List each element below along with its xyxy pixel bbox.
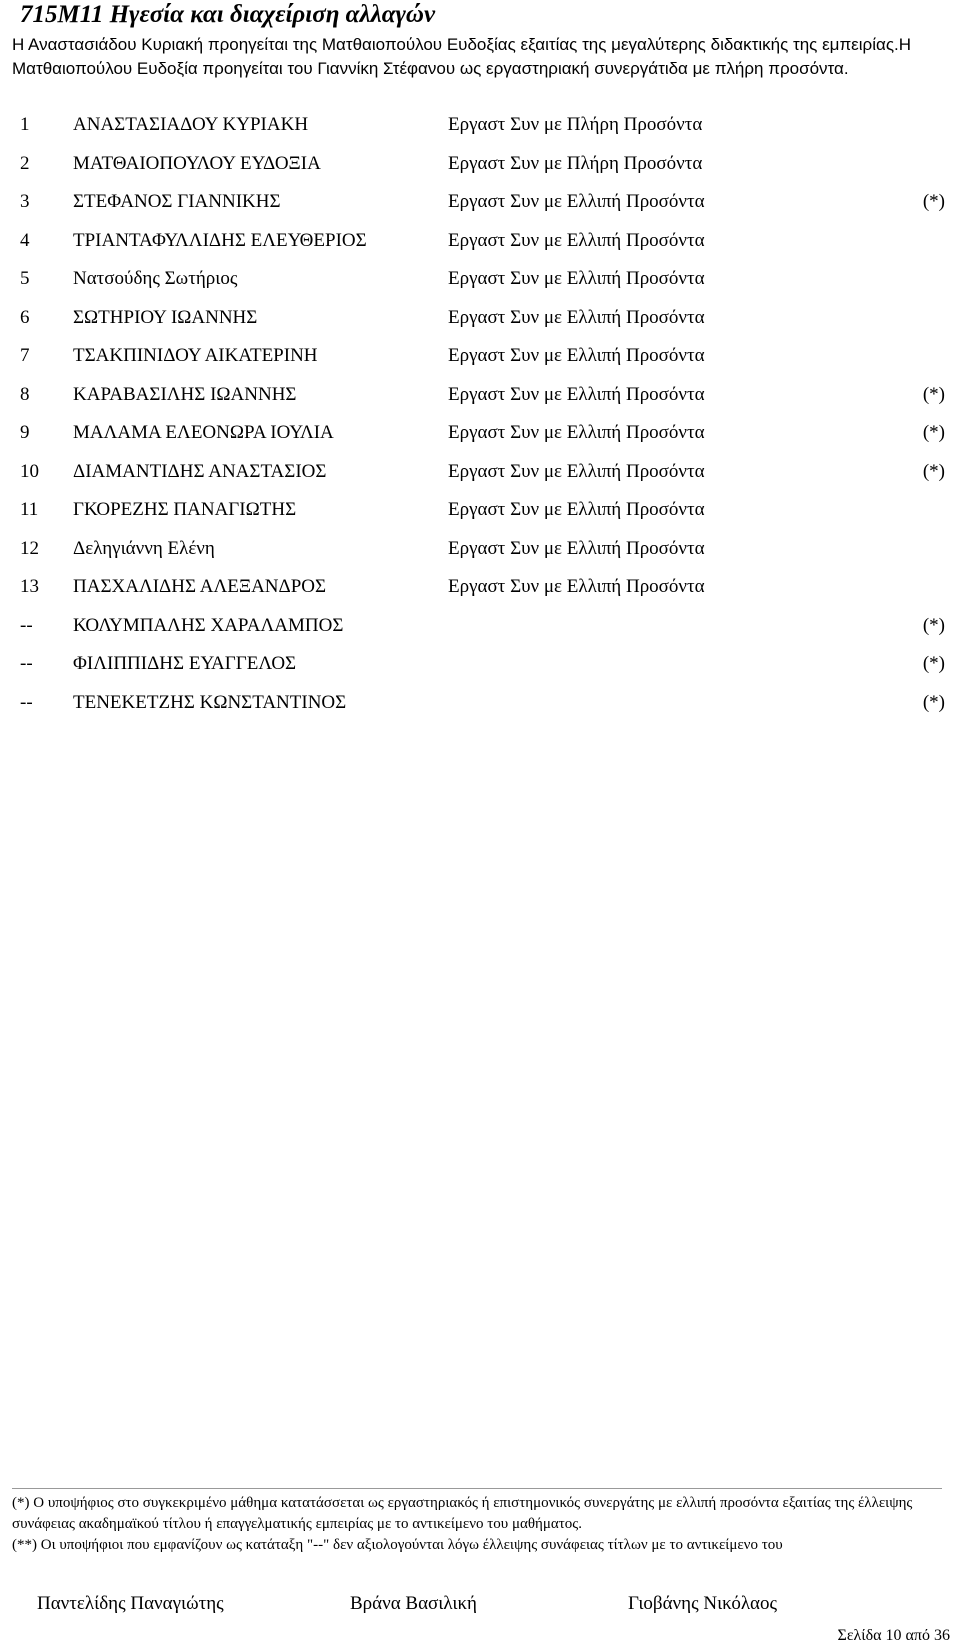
rank-number: 4 — [20, 230, 30, 251]
table-row — [0, 341, 960, 371]
candidate-name: ΣΤΕΦΑΝΟΣ ΓΙΑΝΝΙΚΗΣ — [73, 191, 281, 212]
table-row — [0, 226, 960, 256]
qualification-status: Εργαστ Συν με Ελλιπή Προσόντα — [448, 268, 705, 289]
candidate-name: ΜΑΤΘΑΙΟΠΟΥΛΟΥ ΕΥΔΟΞΙΑ — [73, 153, 321, 174]
table-row — [0, 534, 960, 564]
candidate-name: ΜΑΛΑΜΑ ΕΛΕΟΝΩΡΑ ΙΟΥΛΙΑ — [73, 422, 334, 443]
rank-number: -- — [20, 653, 33, 674]
footnote-partial-qualifications: (*) Ο υποψήφιος στο συγκεκριμένο μάθημα κατατάσσεται ως εργαστηριακός ή επιστημονικός συνεργάτης με ελλιπή προσόντα εξαιτίας της έλλειψης συνάφειας ακαδημαϊκού τίτλου ή επαγγελματικής εμπειρίας με το αντικείμενο του μαθήματος. — [12, 1495, 913, 1532]
rank-number: -- — [20, 615, 33, 636]
table-row — [0, 649, 960, 679]
candidate-name: ΣΩΤΗΡΙΟΥ ΙΩΑΝΝΗΣ — [73, 307, 258, 328]
rank-number: 12 — [20, 538, 39, 559]
rank-number: 13 — [20, 576, 39, 597]
candidate-name: ΔΙΑΜΑΝΤΙΔΗΣ ΑΝΑΣΤΑΣΙΟΣ — [73, 461, 327, 482]
qualification-status: Εργαστ Συν με Ελλιπή Προσόντα — [448, 230, 705, 251]
partial-qualification-mark: (*) — [922, 653, 945, 674]
qualification-status: Εργαστ Συν με Ελλιπή Προσόντα — [448, 461, 705, 482]
candidate-name: ΚΟΛΥΜΠΑΛΗΣ ΧΑΡΑΛΑΜΠΟΣ — [73, 615, 344, 636]
rank-number: 7 — [20, 345, 30, 366]
signature-name: Βράνα Βασιλική — [350, 1593, 477, 1614]
qualification-status: Εργαστ Συν με Ελλιπή Προσόντα — [448, 345, 705, 366]
table-row — [0, 495, 960, 525]
qualification-status: Εργαστ Συν με Ελλιπή Προσόντα — [448, 384, 705, 405]
rank-number: 2 — [20, 153, 30, 174]
partial-qualification-mark: (*) — [922, 615, 945, 636]
table-row — [0, 380, 960, 410]
qualification-status: Εργαστ Συν με Ελλιπή Προσόντα — [448, 576, 705, 597]
candidate-name: ΤΣΑΚΠΙΝΙΔΟΥ ΑΙΚΑΤΕΡΙΝΗ — [73, 345, 318, 366]
rank-number: 9 — [20, 422, 30, 443]
qualification-status: Εργαστ Συν με Ελλιπή Προσόντα — [448, 307, 705, 328]
qualification-status: Εργαστ Συν με Ελλιπή Προσόντα — [448, 499, 705, 520]
partial-qualification-mark: (*) — [922, 422, 945, 443]
qualification-status: Εργαστ Συν με Πλήρη Προσόντα — [448, 153, 703, 174]
rank-number: 6 — [20, 307, 30, 328]
table-row — [0, 418, 960, 448]
candidate-name: ΚΑΡΑΒΑΣΙΛΗΣ ΙΩΑΝΝΗΣ — [73, 384, 297, 405]
candidate-list — [0, 0, 960, 760]
candidate-name: ΤΕΝΕΚΕΤΖΗΣ ΚΩΝΣΤΑΝΤΙΝΟΣ — [73, 692, 347, 713]
table-row — [0, 110, 960, 140]
table-row — [0, 611, 960, 641]
rank-number: 1 — [20, 114, 30, 135]
candidate-name: ΤΡΙΑΝΤΑΦΥΛΛΙΔΗΣ ΕΛΕΥΘΕΡΙΟΣ — [73, 230, 367, 251]
rank-number: 11 — [20, 499, 39, 520]
footnote-not-evaluated: (**) Οι υποψήφιοι που εμφανίζουν ως κατάταξη "--" δεν αξιολογούνται λόγω έλλειψης συνάφειας τίτλων με το αντικείμενο του — [12, 1537, 783, 1553]
partial-qualification-mark: (*) — [922, 191, 945, 212]
footnotes — [12, 1488, 942, 1556]
page-title: 715Μ11 Ηγεσία και διαχείριση αλλαγών — [20, 1, 436, 28]
candidate-name: Νατσούδης Σωτήριος — [73, 268, 238, 289]
partial-qualification-mark: (*) — [922, 384, 945, 405]
candidate-name: Δεληγιάννη Ελένη — [73, 538, 215, 559]
table-row — [0, 303, 960, 333]
signature-name: Γιοβάνης Νικόλαος — [628, 1593, 778, 1614]
candidate-name: ΑΝΑΣΤΑΣΙΑΔΟΥ ΚΥΡΙΑΚΗ — [73, 114, 309, 135]
qualification-status: Εργαστ Συν με Ελλιπή Προσόντα — [448, 538, 705, 559]
table-row — [0, 688, 960, 718]
table-row — [0, 264, 960, 294]
qualification-status: Εργαστ Συν με Ελλιπή Προσόντα — [448, 191, 705, 212]
rank-number: 8 — [20, 384, 30, 405]
qualification-status: Εργαστ Συν με Ελλιπή Προσόντα — [448, 422, 705, 443]
rank-number: 10 — [20, 461, 39, 482]
table-row — [0, 572, 960, 602]
rank-number: 5 — [20, 268, 30, 289]
rank-number: -- — [20, 692, 33, 713]
table-row — [0, 457, 960, 487]
candidate-name: ΠΑΣΧΑΛΙΔΗΣ ΑΛΕΞΑΝΔΡΟΣ — [73, 576, 327, 597]
rank-number: 3 — [20, 191, 30, 212]
candidate-name: ΦΙΛΙΠΠΙΔΗΣ ΕΥΑΓΓΕΛΟΣ — [73, 653, 297, 674]
table-row — [0, 187, 960, 217]
candidate-name: ΓΚΟΡΕΖΗΣ ΠΑΝΑΓΙΩΤΗΣ — [73, 499, 297, 520]
page-number: Σελίδα 10 από 36 — [837, 1627, 950, 1644]
qualification-status: Εργαστ Συν με Πλήρη Προσόντα — [448, 114, 703, 135]
signature-name: Παντελίδης Παναγιώτης — [37, 1593, 224, 1614]
intro-paragraph: Η Αναστασιάδου Κυριακή προηγείται της Ματθαιοπούλου Ευδοξίας εξαιτίας της μεγαλύτερης διδακτικής της εμπειρίας.Η Ματθαιοπούλου Ευδοξία προηγείται του Γιαννίκη Στέφανου ως εργαστηριακή συνεργάτιδα με πλήρη προσόντα. — [12, 35, 912, 78]
partial-qualification-mark: (*) — [922, 461, 945, 482]
table-row — [0, 149, 960, 179]
partial-qualification-mark: (*) — [922, 692, 945, 713]
